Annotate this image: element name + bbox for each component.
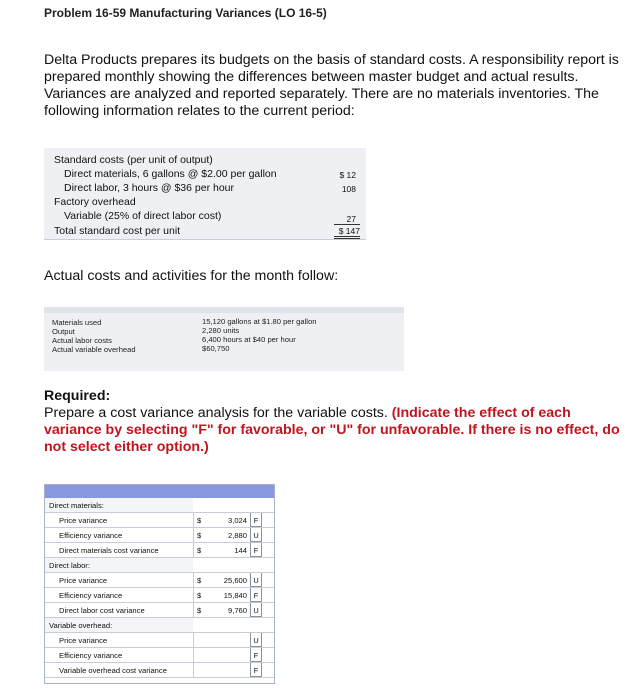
amount-value: 15,840	[223, 591, 247, 600]
row-label: Price variance	[59, 636, 108, 645]
row-label: Price variance	[59, 576, 108, 585]
required-section	[44, 388, 624, 456]
std-box-bottom-border	[44, 239, 366, 240]
table-row	[45, 603, 274, 618]
row-label: Direct materials cost variance	[59, 546, 159, 555]
dollar-sign: $	[197, 606, 202, 615]
effect-select[interactable]: U	[250, 603, 262, 617]
table-row	[45, 573, 274, 588]
effect-select[interactable]: U	[250, 528, 262, 542]
std-heading: Standard costs (per unit of output)	[54, 154, 213, 166]
section-label: Direct labor:	[49, 561, 90, 570]
amount-input[interactable]	[193, 648, 250, 662]
actual-label: Actual variable overhead	[52, 345, 136, 354]
row-label: Variable overhead cost variance	[59, 666, 167, 675]
table-row	[45, 513, 274, 528]
std-var-value: 27	[346, 214, 356, 224]
effect-select[interactable]: F	[250, 648, 262, 662]
table-row	[45, 498, 274, 513]
table-row	[45, 543, 274, 558]
standard-costs-table	[44, 148, 366, 240]
required-prompt: Prepare a cost variance analysis for the variable costs.	[44, 405, 388, 421]
dollar-sign: $	[197, 531, 202, 540]
amount-value: 2,880	[227, 531, 247, 540]
table-row	[45, 618, 274, 633]
table-row	[45, 633, 274, 648]
required-text	[44, 405, 624, 456]
actual-value: 6,400 hours at $40 per hour	[202, 335, 296, 344]
row-label: Efficiency variance	[59, 651, 123, 660]
table-row	[45, 558, 274, 573]
actual-label: Materials used	[52, 318, 102, 327]
required-instruction: (Indicate the effect of each variance by selecting "F" for favorable, or "U" for unfavorable. If there is no effect, do not select either option.)	[44, 405, 620, 455]
actual-value: $60,750	[202, 344, 230, 353]
std-total-label: Total standard cost per unit	[54, 225, 181, 237]
table-row	[45, 528, 274, 543]
std-dm-label: Direct materials, 6 gallons @ $2.00 per gallon	[64, 168, 277, 180]
std-total-value: $ 147	[338, 226, 360, 236]
total-double-underline	[334, 236, 360, 237]
effect-select[interactable]: U	[250, 633, 262, 647]
row-label: Efficiency variance	[59, 531, 123, 540]
dollar-sign: $	[197, 546, 202, 555]
std-dl-value: 108	[341, 184, 356, 194]
dollar-sign: $	[197, 576, 202, 585]
dollar-sign: $	[197, 516, 202, 525]
amount-value: 9,760	[227, 606, 247, 615]
actual-costs-table	[44, 307, 404, 371]
answer-table-header	[45, 485, 274, 498]
problem-title: Problem 16-59 Manufacturing Variances (LO 16-5)	[44, 6, 327, 20]
actual-heading: Actual costs and activities for the month follow:	[44, 268, 339, 284]
section-label: Direct materials:	[49, 501, 104, 510]
amount-input[interactable]	[193, 663, 250, 677]
required-title: Required:	[44, 388, 111, 404]
amount-input[interactable]	[193, 633, 250, 647]
table-row	[45, 663, 274, 678]
std-dl-label: Direct labor, 3 hours @ $36 per hour	[64, 182, 234, 194]
amount-value: 144	[234, 546, 247, 555]
effect-select[interactable]: U	[250, 573, 262, 587]
amount-value: 3,024	[227, 516, 247, 525]
row-label: Price variance	[59, 516, 108, 525]
effect-select[interactable]: F	[250, 588, 262, 602]
actual-value: 2,280 units	[202, 326, 240, 335]
actual-label: Output	[52, 327, 75, 336]
table-row	[45, 648, 274, 663]
effect-select[interactable]: F	[250, 663, 262, 677]
effect-select[interactable]: F	[250, 543, 262, 557]
table-row	[45, 588, 274, 603]
effect-select[interactable]: F	[250, 513, 262, 527]
row-label: Efficiency variance	[59, 591, 123, 600]
row-label: Direct labor cost variance	[59, 606, 145, 615]
subtotal-underline	[334, 224, 360, 225]
std-var-label: Variable (25% of direct labor cost)	[64, 210, 222, 222]
dollar-sign: $	[197, 591, 202, 600]
section-label: Variable overhead:	[49, 621, 113, 630]
std-dm-value: $ 12	[339, 170, 356, 180]
std-oh-label: Factory overhead	[54, 196, 136, 208]
actual-label: Actual labor costs	[52, 336, 112, 345]
variance-answer-table	[44, 484, 275, 684]
actual-table-header	[44, 307, 404, 313]
actual-value: 15,120 gallons at $1.80 per gallon	[202, 317, 317, 326]
problem-intro: Delta Products prepares its budgets on the basis of standard costs. A responsibility report is prepared monthly showing the differences between master budget and actual results. Variances are analyzed and reported separately. There are no materials inventories. The following information relates to the current period:	[44, 52, 619, 119]
amount-value: 25,600	[223, 576, 247, 585]
